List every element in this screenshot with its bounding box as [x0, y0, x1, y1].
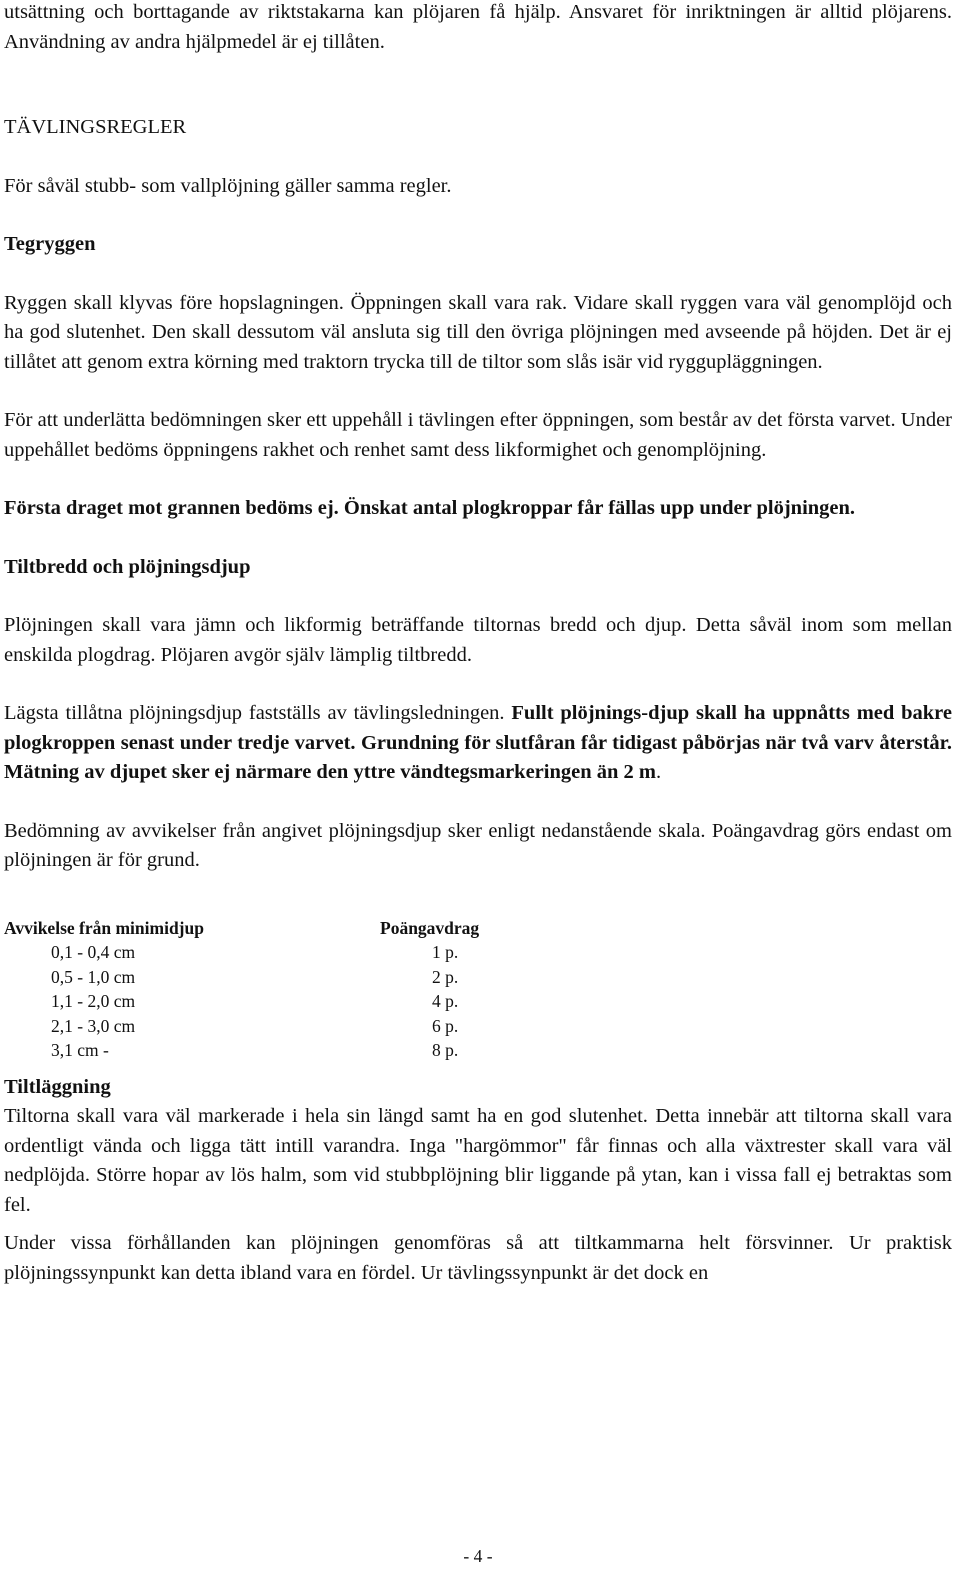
table-cell-points: 4 p. [432, 991, 459, 1011]
heading-tiltlaggning: Tiltläggning [4, 1075, 111, 1098]
heading-tavlingsregler: TÄVLINGSREGLER [4, 116, 187, 138]
deduction-table [4, 916, 952, 1063]
depth-rule-text: Lägsta tillåtna plöjningsdjup fastställs av tävlingsledningen. [4, 702, 512, 724]
table-header-deviation: Avvikelse från minimidjup [4, 917, 204, 938]
tiltlaggning-paragraph-1: Tiltorna skall vara väl markerade i hela sin längd samt ha en god slutenhet. Detta innebär att tiltorna skall vara ordentligt vända och ligga tätt intill varandra. Inga "hargömmor" får finnas och alla växtrester skall vara väl nedplöjda. Större hopar av lös halm, som vid stubbplöjning blir liggande på ytan, kan i vissa fall ej betraktas som fel. [4, 1105, 952, 1216]
table-row [4, 1038, 952, 1063]
table-row [4, 965, 952, 990]
table-cell-deviation: 1,1 - 2,0 cm [51, 991, 136, 1011]
table-cell-points: 2 p. [432, 966, 459, 987]
tiltbredd-paragraph-1: Plöjningen skall vara jämn och likformig beträffande tiltornas bredd och djup. Detta såväl inom som mellan enskilda plogdrag. Plöjaren avgör själv lämplig tiltbredd. [4, 614, 952, 666]
tiltlaggning-paragraph-2: Under vissa förhållanden kan plöjningen genomföras så att tiltkammarna helt försvinner. Ur praktisk plöjningssynpunkt kan detta ibland vara en fördel. Ur tävlingssynpunkt är det dock en [4, 1232, 952, 1284]
table-row [4, 989, 952, 1014]
table-row [4, 940, 952, 965]
tiltbredd-paragraph-3: Bedömning av avvikelser från angivet plöjningsdjup sker enligt nedanstående skala. Poängavdrag görs endast om plöjningen är för grund. [4, 819, 952, 871]
table-row [4, 1014, 952, 1039]
tiltbredd-paragraph-2 [4, 699, 952, 788]
page-number: - 4 - [463, 1546, 493, 1566]
tavlingsregler-text: För såväl stubb- som vallplöjning gäller samma regler. [4, 174, 452, 197]
table-header-row [4, 916, 952, 941]
table-cell-points: 1 p. [432, 942, 459, 962]
tegryggen-paragraph-2: För att underlätta bedömningen sker ett uppehåll i tävlingen efter öppningen, som består av det första varvet. Under uppehållet bedöms öppningens rakhet och renhet samt dess likformighet och genomplöjning. [4, 409, 952, 461]
table-cell-deviation: 0,1 - 0,4 cm [51, 942, 136, 962]
table-cell-deviation: 2,1 - 3,0 cm [51, 1015, 136, 1036]
document-page [4, 0, 952, 1288]
heading-tegryggen: Tegryggen [4, 233, 96, 255]
table-cell-deviation: 0,5 - 1,0 cm [51, 966, 136, 987]
table-header-points: Poängavdrag [380, 917, 480, 938]
tegryggen-paragraph-1: Ryggen skall klyvas före hopslagningen. Öppningen skall vara rak. Vidare skall ryggen vara väl genomplöjd och ha god slutenhet. Den skall dessutom väl ansluta sig till den övriga plöjningen med avseende på höjden. Det är ej tillåtet att genom extra körning med traktorn trycka till de tiltor som slås isär vid ryggupläggningen. [4, 291, 952, 373]
table-cell-points: 6 p. [432, 1015, 459, 1036]
depth-rule-end: . [655, 761, 662, 783]
table-cell-deviation: 3,1 cm - [51, 1040, 109, 1060]
depth-rule-bold-text: Fullt plöjnings-djup skall ha uppnåtts med bakre plogkroppen senast under tredje varvet. Grundning för slutfåran får tidigast påbörjas när två varv återstår. Mätning av djupet sker ej närmare den yttre vändtegsmarkeringen än 2 m [4, 702, 952, 783]
tegryggen-paragraph-3: Första draget mot grannen bedöms ej. Önskat antal plogkroppar får fällas upp under plöjningen. [4, 497, 856, 519]
table-cell-points: 8 p. [432, 1040, 459, 1060]
intro-paragraph: utsättning och borttagande av riktstakarna kan plöjaren få hjälp. Ansvaret för inriktningen är alltid plöjarens. Användning av andra hjälpmedel är ej tillåten. [4, 1, 952, 53]
heading-tiltbredd: Tiltbredd och plöjningsdjup [4, 555, 251, 578]
